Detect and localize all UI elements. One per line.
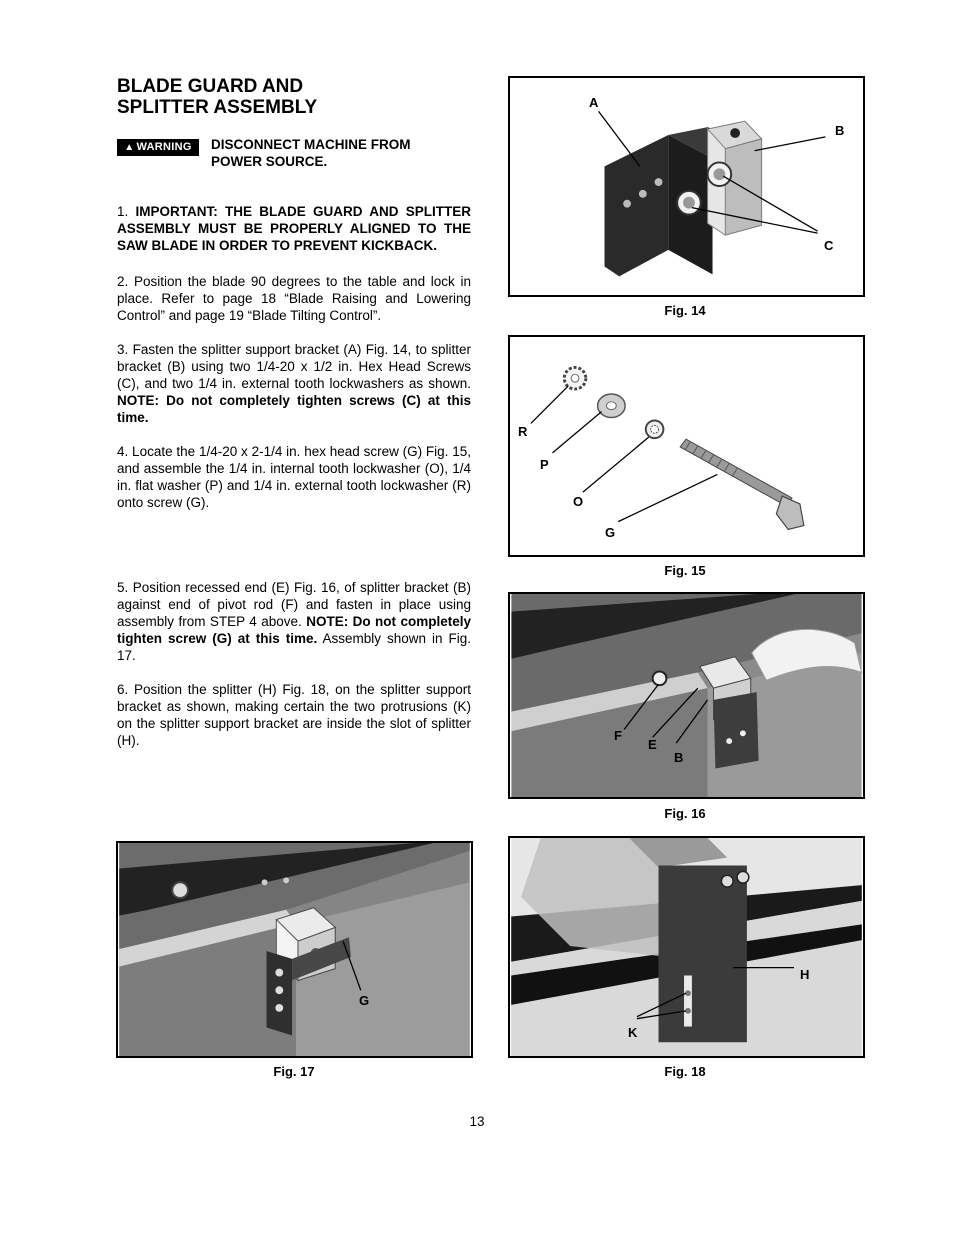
- step-5: [117, 579, 471, 664]
- figure-18-caption: Fig. 18: [664, 1064, 706, 1079]
- label-k: K: [628, 1025, 638, 1040]
- warning-text: [211, 136, 461, 170]
- label-g: G: [359, 993, 370, 1008]
- figure-16-caption: Fig. 16: [664, 806, 706, 821]
- figure-16: [508, 592, 865, 799]
- step-3-text: 3. Fasten the splitter support bracket (A) Fig. 14, to splitter bracket (B) using two 1/4-20 x 1/2 in. Hex Head Screws (C), and two 1/4 in. external tooth lockwashers as shown.: [117, 342, 471, 391]
- label-a: A: [589, 95, 599, 110]
- figure-15-illustration: [510, 337, 863, 555]
- step-5-text: 5. Position recessed end (E) Fig. 16, of splitter bracket (B) against end of pivot rod (F) and fasten in place using assembly from STEP 4 above.: [117, 580, 471, 629]
- label-o: O: [573, 494, 584, 509]
- label-g: G: [605, 525, 616, 540]
- label-p: P: [540, 457, 549, 472]
- page-number: 13: [469, 1114, 485, 1129]
- warning-badge-text: WARNING: [136, 141, 192, 153]
- figure-14: [508, 76, 865, 297]
- step-5-note: NOTE: Do not completely tighten screw (G) at this time.: [117, 614, 471, 646]
- step-1: [117, 203, 471, 254]
- page-title: [117, 76, 477, 118]
- figure-14-caption: Fig. 14: [664, 303, 706, 318]
- figure-16-illustration: [510, 594, 863, 797]
- step-6-text: 6. Position the splitter (H) Fig. 18, on the splitter support bracket as shown, making certain the two protrusions (K) on the splitter support bracket are inside the slot of splitter (H).: [117, 682, 471, 748]
- figure-18-illustration: [510, 838, 863, 1056]
- warning-line-1: DISCONNECT MACHINE FROM: [211, 137, 411, 152]
- figure-15: [508, 335, 865, 557]
- step-3: [117, 341, 471, 426]
- figure-15-caption: Fig. 15: [664, 563, 706, 578]
- warning-triangle-icon: ▲: [124, 142, 135, 153]
- label-f: F: [614, 728, 622, 743]
- step-6: [117, 681, 471, 749]
- label-e: E: [648, 737, 657, 752]
- warning-line-2: POWER SOURCE.: [211, 154, 328, 169]
- title-line-2: SPLITTER ASSEMBLY: [117, 97, 318, 118]
- step-5-tail: Assembly shown in Fig. 17.: [117, 631, 472, 663]
- label-c: C: [824, 238, 834, 253]
- step-2-text: 2. Position the blade 90 degrees to the table and lock in place. Refer to page 18 “Blade Raising and Lowering Control” and page 19 “Blade Tilting Control”.: [117, 274, 471, 323]
- step-1-bold: IMPORTANT: THE BLADE GUARD AND SPLITTER ASSEMBLY MUST BE PROPERLY ALIGNED TO THE SAW BLADE IN ORDER TO PREVENT KICKBACK.: [117, 204, 471, 253]
- label-b: B: [674, 750, 684, 765]
- figure-18: [508, 836, 865, 1058]
- figure-17-caption: Fig. 17: [273, 1064, 315, 1079]
- figure-17: [116, 841, 473, 1058]
- warning-badge: [117, 139, 199, 156]
- step-3-note: NOTE: Do not completely tighten screws (C) at this time.: [117, 393, 471, 425]
- label-h: H: [800, 967, 810, 982]
- step-4-text: 4. Locate the 1/4-20 x 2-1/4 in. hex head screw (G) Fig. 15, and assemble the 1/4 in. internal tooth lockwasher (O), 1/4 in. flat washer (P) and 1/4 in. external tooth lockwasher (R) onto screw (G).: [117, 444, 471, 510]
- figure-17-illustration: [118, 843, 471, 1056]
- label-r: R: [518, 424, 528, 439]
- label-b: B: [835, 123, 845, 138]
- step-4: [117, 443, 471, 511]
- figure-14-illustration: [510, 78, 863, 295]
- step-1-number: 1.: [117, 204, 136, 219]
- title-line-1: BLADE GUARD AND: [117, 76, 304, 97]
- step-2: [117, 273, 471, 324]
